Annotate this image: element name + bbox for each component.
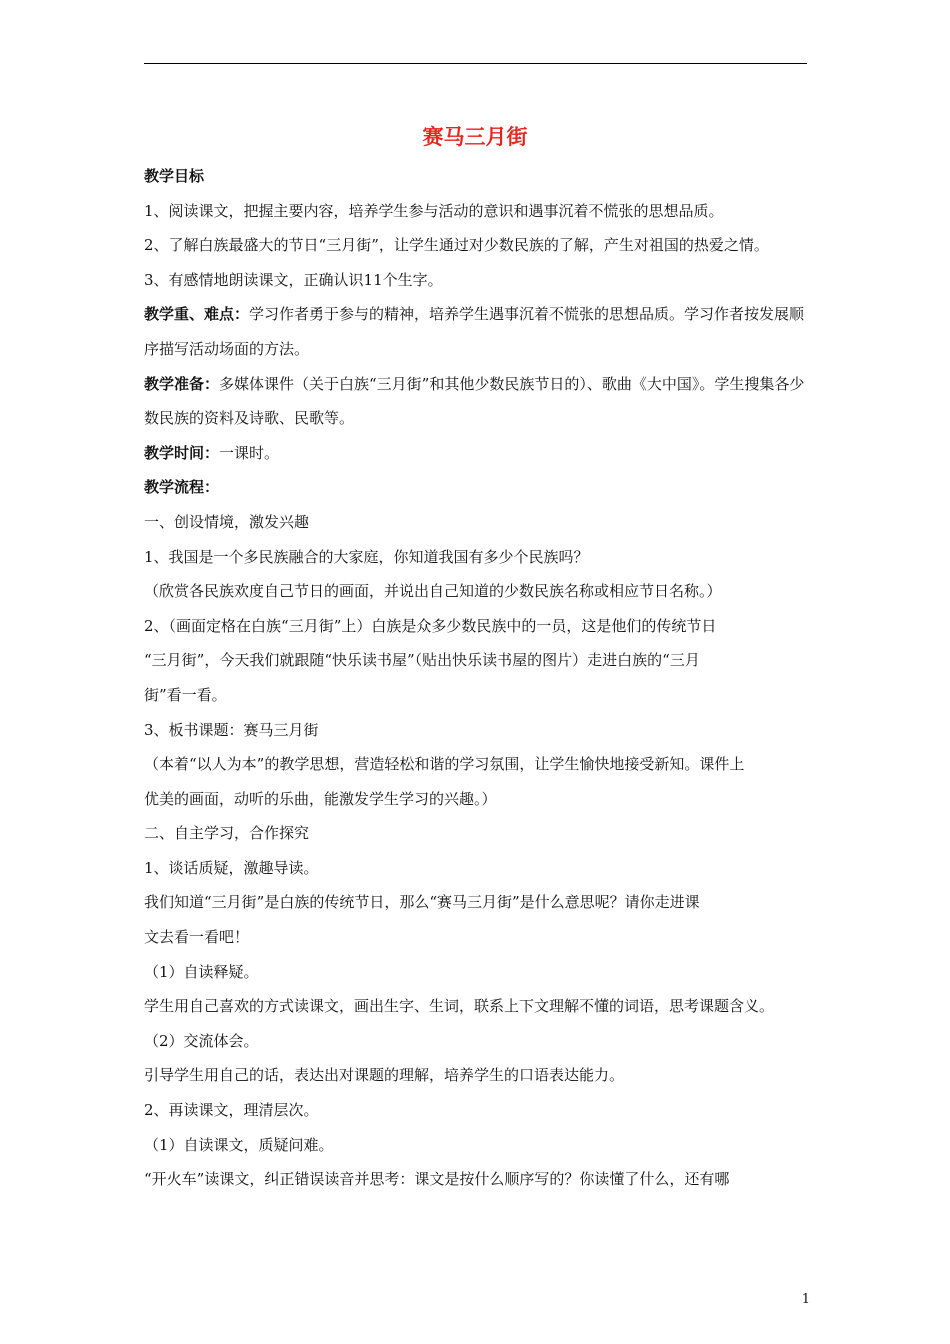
- body-line: 文去看一看吧！: [144, 928, 250, 947]
- body-line: 我们知道“三月街”是白族的传统节日，那么“赛马三月街”是什么意思呢？请你走进课: [144, 893, 700, 912]
- body-line: 引导学生用自己的话，表达出对课题的理解，培养学生的口语表达能力。: [144, 1066, 625, 1085]
- body-line: （1）自读课文，质疑问难。: [144, 1135, 334, 1154]
- body-line: （欣赏各民族欢度自己节日的画面，并说出自己知道的少数民族名称或相应节日名称。）: [144, 582, 722, 601]
- goal-item: 1、阅读课文，把握主要内容，培养学生参与活动的意识和遇事沉着不慌张的思想品质。: [144, 201, 724, 220]
- body-line: 一、创设情境，激发兴趣: [144, 512, 310, 531]
- body-line: “开火车”读课文，纠正错误读音并思考：课文是按什么顺序写的？你读懂了什么，还有哪: [144, 1170, 730, 1189]
- body-line: 1、我国是一个多民族融合的大家庭，你知道我国有多少个民族吗？: [144, 547, 589, 566]
- key-points-paragraph: [144, 297, 812, 366]
- body-line: 优美的画面，动听的乐曲，能激发学生学习的兴趣。）: [144, 789, 497, 808]
- body-line: 2、再读课文，理清层次。: [144, 1101, 319, 1120]
- goal-item: 3、有感情地朗读课文，正确认识11个生字。: [144, 270, 443, 289]
- document-title: 赛马三月街: [422, 125, 528, 149]
- page-number: 1: [801, 1292, 810, 1307]
- body-line: （2）交流体会。: [144, 1031, 259, 1050]
- flow-heading: 教学流程：: [144, 478, 220, 497]
- time-label: 教学时间：: [144, 443, 220, 462]
- time-paragraph: [144, 436, 812, 471]
- document-body: [144, 159, 812, 1197]
- key-points-text: 学习作者勇于参与的精神，培养学生遇事沉着不慌张的思想品质。学习作者按发展顺序描写活动场面的方法。: [144, 305, 805, 358]
- body-line: （本着“以人为本”的教学思想，营造轻松和谐的学习氛围，让学生愉快地接受新知。课件上: [144, 755, 745, 774]
- goals-heading: 教学目标: [144, 167, 205, 185]
- time-text: 一课时。: [219, 443, 280, 462]
- body-line: 学生用自己喜欢的方式读课文，画出生字、生词，联系上下文理解不懂的词语，思考课题含义。: [144, 997, 775, 1016]
- body-line: 1、谈话质疑，激趣导读。: [144, 858, 319, 877]
- key-points-label: 教学重、难点：: [144, 305, 250, 324]
- body-line: “三月街”，今天我们就跟随“快乐读书屋”（贴出快乐读书屋的图片）走进白族的“三月: [144, 651, 700, 670]
- preparation-paragraph: [144, 367, 812, 436]
- body-line: （1）自读释疑。: [144, 962, 259, 981]
- body-line: 街”看一看。: [144, 685, 227, 704]
- preparation-label: 教学准备：: [144, 374, 220, 393]
- goal-item: 2、了解白族最盛大的节日“三月街”，让学生通过对少数民族的了解，产生对祖国的热爱之情。: [144, 236, 769, 255]
- header-rule: [144, 63, 807, 64]
- preparation-text: 多媒体课件（关于白族“三月街”和其他少数民族节日的）、歌曲《大中国》。学生搜集各少数民族的资料及诗歌、民歌等。: [144, 374, 805, 428]
- body-line: 二、自主学习，合作探究: [144, 824, 310, 843]
- body-line: 2、（画面定格在白族“三月街”上）白族是众多少数民族中的一员，这是他们的传统节日: [144, 616, 717, 635]
- body-line: 3、板书课题：赛马三月街: [144, 720, 319, 739]
